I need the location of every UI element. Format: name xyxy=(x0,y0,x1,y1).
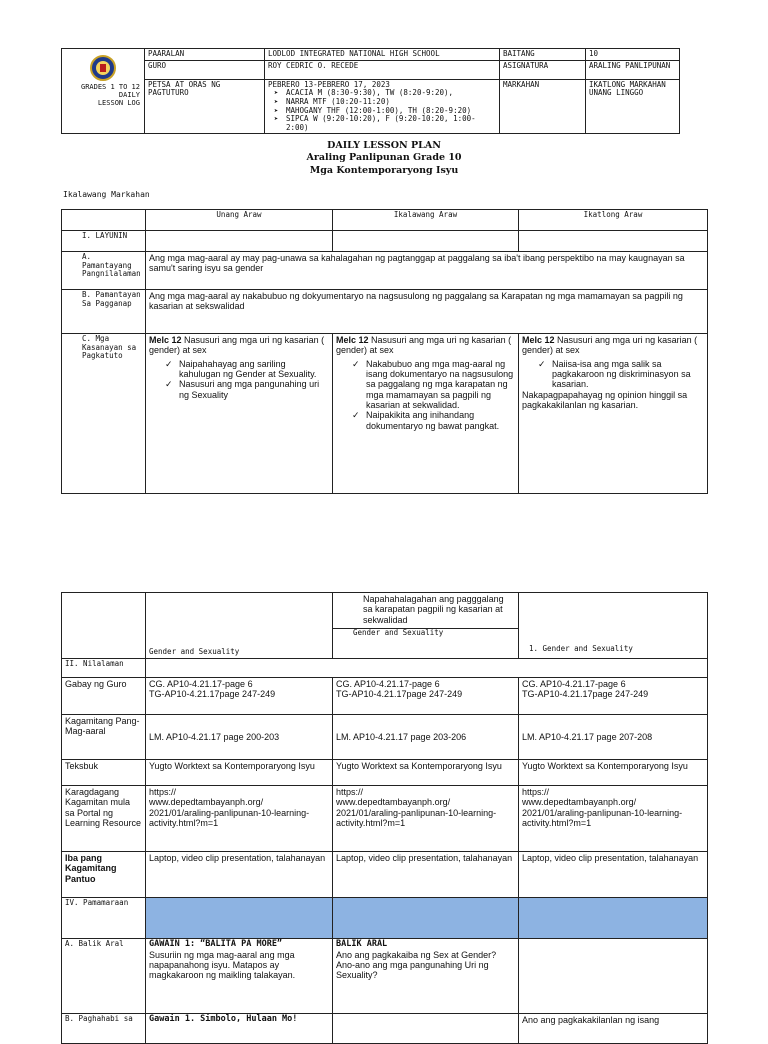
review-day1 xyxy=(146,939,333,1014)
content-std-text: Ang mga mag-aaral ay may pag-unawa sa kahalagahan ng pagtanggap at paggalang sa iba't ibang perspektibo na may kaugnayan sa samu't saring isyu sa gender xyxy=(146,252,708,290)
school-value: LODLOD INTEGRATED NATIONAL HIGH SCHOOL xyxy=(265,49,500,61)
melc-text: Nasusuri ang mga uri ng kasarian ( gender) at sex xyxy=(336,335,512,356)
day3-note: Nakapagpapahayag ng opinion hinggil sa pagkakakilanlan ng kasarian. xyxy=(522,389,688,411)
textbook-day1: Yugto Worktext sa Kontemporaryong Isyu xyxy=(146,760,333,786)
school-label: PAARALAN xyxy=(145,49,265,61)
other-day2: Laptop, video clip presentation, talahanayan xyxy=(333,852,519,898)
list-item: ✓ Nasusuri ang mga pangunahing uri ng Sexuality xyxy=(179,379,329,400)
guide-day1: CG. AP10-4.21.17-page 6 TG-AP10-4.21.17page 247-249 xyxy=(146,678,333,715)
review-day1-title: GAWAIN 1: “BALITA PA MORE” xyxy=(149,939,283,949)
datetime-label: PETSA AT ORAS NG PAGTUTURO xyxy=(145,79,265,134)
corner-cell xyxy=(62,210,146,231)
objectives-table xyxy=(61,209,708,494)
quarter-heading: Ikalawang Markahan xyxy=(63,190,150,199)
purpose-day2 xyxy=(333,1014,519,1044)
learner-day1: LM. AP10-4.21.17 page 200-203 xyxy=(146,715,333,760)
content-label: II. Nilalaman xyxy=(62,659,146,678)
purpose-label: B. Paghahabi sa xyxy=(62,1014,146,1044)
content-table xyxy=(61,592,708,1044)
review-label: A. Balik Aral xyxy=(62,939,146,1014)
teacher-label: GURO xyxy=(145,60,265,79)
quarter-value: IKATLONG MARKAHAN UNANG LINGGO xyxy=(586,79,680,134)
list-item: ✓ Nakabubuo ang mga mag-aaral ng isang dokumentaryo na nagsusulong sa paggalang ng mga karapatan ng mga mamamayan sa pagpili ng kasarian at sekwalidad. xyxy=(366,359,515,411)
perf-std-label: B. Pamantayan Sa Pagganap xyxy=(62,290,146,334)
guide-label: Gabay ng Guro xyxy=(62,678,146,715)
melc-tag: Melc 12 xyxy=(522,335,555,345)
topic-day1: Gender and Sexuality xyxy=(146,593,333,659)
header-table xyxy=(61,48,680,134)
review-day2 xyxy=(333,939,519,1014)
topic-day2-cell xyxy=(333,593,519,659)
day3-header: Ikatlong Araw xyxy=(519,210,708,231)
title-line-3: Mga Kontemporaryong Isyu xyxy=(309,164,459,176)
melc-text: Nasusuri ang mga uri ng kasarian ( gender) at sex xyxy=(522,335,698,356)
objectives-label: I. LAYUNIN xyxy=(62,231,146,252)
review-day2-text: Ano ang pagkakaiba ng Sex at Gender? Ano-ano ang mga pangunahing Uri ng Sexuality? xyxy=(336,949,497,981)
section-list xyxy=(268,89,496,132)
portal-day3: https:// www.depedtambayanph.org/ 2021/01/araling-panlipunan-10-learning-activity.html?m=1 xyxy=(519,786,708,852)
empty-cell xyxy=(519,231,708,252)
title-block xyxy=(0,140,768,177)
topic-day3: 1. Gender and Sexuality xyxy=(519,593,708,659)
portal-day1: https:// www.depedtambayanph.org/ 2021/01/araling-panlipunan-10-learning-activity.html?m=1 xyxy=(146,786,333,852)
section-item: ➤ MAHOGANY THF (12:00-1:00), TH (8:20-9:20) xyxy=(286,107,496,116)
guide-day3: CG. AP10-4.21.17-page 6 TG-AP10-4.21.17page 247-249 xyxy=(519,678,708,715)
quarter-label: MARKAHAN xyxy=(500,79,586,134)
day2-header: Ikalawang Araw xyxy=(333,210,519,231)
corner-cell xyxy=(62,593,146,659)
review-day3 xyxy=(519,939,708,1014)
review-day1-text: Susuriin ng mga mag-aaral ang mga napapanahong isyu. Matapos ay magkakaroon ng maikling talakayan. xyxy=(149,949,296,981)
day2-competency xyxy=(333,334,519,494)
day1-list xyxy=(149,359,329,400)
competency-label: C. Mga Kasanayan sa Pagkatuto xyxy=(62,334,146,494)
learner-day2: LM. AP10-4.21.17 page 203-206 xyxy=(333,715,519,760)
other-day1: Laptop, video clip presentation, talahanayan xyxy=(146,852,333,898)
title-line-1: DAILY LESSON PLAN xyxy=(327,140,441,151)
day1-competency xyxy=(146,334,333,494)
school-logo xyxy=(90,55,116,81)
melc-tag: Melc 12 xyxy=(336,335,369,345)
review-day2-title: BALIK ARAL xyxy=(336,939,388,949)
learner-label: Kagamitang Pang-Mag-aaral xyxy=(62,715,146,760)
list-item: ✓ Naipahahayag ang sariling kahulugan ng Gender at Sexuality. xyxy=(179,359,329,380)
day2-list xyxy=(336,359,515,431)
purpose-day1: Gawain 1. Simbolo, Hulaan Mo! xyxy=(146,1014,333,1044)
grade-label: BAITANG xyxy=(500,49,586,61)
day1-header: Unang Araw xyxy=(146,210,333,231)
list-item: ✓ Naipakikita ang inihandang dokumentaryo ng bawat pangkat. xyxy=(366,410,515,431)
other-day3: Laptop, video clip presentation, talahanayan xyxy=(519,852,708,898)
header-logo-cell xyxy=(62,49,145,134)
empty-cell xyxy=(333,231,519,252)
datetime-value xyxy=(265,79,500,134)
procedure-day3 xyxy=(519,898,708,939)
procedure-label: IV. Pamamaraan xyxy=(62,898,146,939)
textbook-day2: Yugto Worktext sa Kontemporaryong Isyu xyxy=(333,760,519,786)
textbook-label: Teksbuk xyxy=(62,760,146,786)
section-item: ➤ ACACIA M (8:30-9:30), TW (8:20-9:20), xyxy=(286,89,496,98)
day3-competency xyxy=(519,334,708,494)
empty-cell xyxy=(146,659,708,678)
subject-value: ARALING PANLIPUNAN xyxy=(586,60,680,79)
grade-value: 10 xyxy=(586,49,680,61)
content-std-label: A. Pamantayang Pangnilalaman xyxy=(62,252,146,290)
empty-cell xyxy=(146,231,333,252)
melc-text: Nasusuri ang mga uri ng kasarian ( gender) at sex xyxy=(149,335,325,356)
subject-label: ASIGNATURA xyxy=(500,60,586,79)
procedure-day1 xyxy=(146,898,333,939)
perf-std-text: Ang mga mag-aaral ay nakabubuo ng dokyumentaryo na nagsusulong ng paggalang sa Karapatan ng mga mamamayan sa pagpili ng kasarian at sekswalidad xyxy=(146,290,708,334)
day2-goal: Napahahalagahan ang pagggalang sa karapatan pagpili ng kasarian at sekwalidad xyxy=(363,594,504,625)
other-label: Iba pang Kagamitang Pantuo xyxy=(62,852,146,898)
title-line-2: Araling Panlipunan Grade 10 xyxy=(306,152,462,164)
melc-tag: Melc 12 xyxy=(149,335,182,345)
date-value: PEBRERO 13-PEBRERO 17, 2023 xyxy=(268,79,390,89)
portal-day2: https:// www.depedtambayanph.org/ 2021/01/araling-panlipunan-10-learning-activity.html?m=1 xyxy=(333,786,519,852)
section-item: ➤ SIPCA W (9:20-10:20), F (9:20-10:20, 1:00-2:00) xyxy=(286,115,496,132)
guide-day2: CG. AP10-4.21.17-page 6 TG-AP10-4.21.17page 247-249 xyxy=(333,678,519,715)
topic-day2: Gender and Sexuality xyxy=(333,628,518,638)
section-item: ➤ NARRA MTF (10:20-11:20) xyxy=(286,98,496,107)
day3-list xyxy=(522,359,704,390)
procedure-day2 xyxy=(333,898,519,939)
form-label: GRADES 1 TO 12 DAILY LESSON LOG xyxy=(80,83,140,108)
portal-label: Karagdagang Kagamitan mula sa Portal ng Learning Resource xyxy=(62,786,146,852)
list-item: ✓ Naiisa-isa ang mga salik sa pagkakaroon ng diskriminasyon sa kasarian. xyxy=(552,359,704,390)
teacher-value: ROY CEDRIC O. RECEDE xyxy=(265,60,500,79)
learner-day3: LM. AP10-4.21.17 page 207-208 xyxy=(519,715,708,760)
purpose-day3: Ano ang pagkakakilanlan ng isang xyxy=(519,1014,708,1044)
textbook-day3: Yugto Worktext sa Kontemporaryong Isyu xyxy=(519,760,708,786)
